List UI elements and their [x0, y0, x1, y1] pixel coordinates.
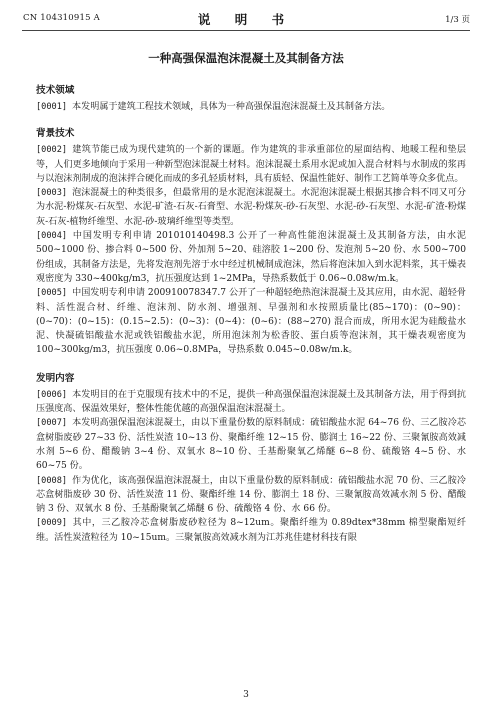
section-heading-field: 技术领域	[36, 85, 75, 96]
document-body	[36, 84, 466, 545]
paragraph-text: 建筑节能已成为现代建筑的一个新的课题。作为建筑的非承重部位的屋面结构、地暖工程和垫层等，人们更多地倾向于采用一种新型泡沫混凝土材料。泡沫混凝土系用水泥或加入混合材料与水制成的浆再与以泡沫剂制成的泡沫拌合硬化而成的多孔轻质材料，具有质轻、保温性能好、制作工艺简单等众多优点。	[36, 145, 466, 184]
paragraph-number: [0007]	[36, 418, 68, 429]
paragraph-number: [0006]	[36, 389, 68, 400]
paragraph	[36, 286, 466, 357]
paragraph-text: 本发明属于建筑工程技术领域，具体为一种高强保温泡沫混凝土及其制备方法。	[72, 102, 391, 112]
paragraph-text: 其中，三乙胺冷芯盒树脂废砂粒径为 8~12um。聚酯纤维为 0.89dtex*38mm 棉型聚酯短纤维。活性炭渣粒径为 10~15um。三聚氰胺高效减水剂为江苏兆佳建材科技有限	[36, 518, 466, 543]
paragraph	[36, 100, 466, 114]
paragraph-text: 泡沫混凝土的种类很多，但最常用的是水泥泡沫混凝土。水泥泡沫混凝土根据其掺合料不同又可分为水泥-粉煤灰-石灰型、水泥-矿渣-石灰-石膏型、水泥-粉煤灰-砂-石灰型、水泥-砂-石灰型、水泥-矿渣-粉煤灰-石灰-植物纤维型、水泥-砂-玻璃纤维型等类型。	[36, 188, 466, 227]
paragraph-text: 本发明目的在于克服现有技术中的不足，提供一种高强保温泡沫混凝土及其制备方法，用于得到抗压强度高、保温效果好，整体性能优越的高强保温泡沫混凝土。	[36, 389, 466, 415]
paragraph	[36, 416, 466, 473]
publication-number: CN 104310915 A	[23, 13, 100, 23]
paragraph-number: [0005]	[36, 288, 68, 299]
section-heading-summary: 发明内容	[36, 372, 75, 384]
section-heading-background: 背景技术	[36, 128, 75, 140]
paragraph	[36, 474, 466, 517]
paragraph-number: [0004]	[36, 231, 68, 242]
paragraph	[36, 229, 466, 286]
page-header	[0, 10, 492, 28]
header-rule	[22, 30, 470, 31]
paragraph-number: [0001]	[36, 102, 68, 112]
paragraph	[36, 186, 466, 229]
paragraph-text: 本发明高强保温泡沫混凝土，由以下重量份数的原料制成：硫铝酸盐水泥 64~76 份、三乙胺冷芯盒树脂废砂 27~33 份、活性炭渣 10~13 份、聚酯纤维 12~15 份、膨润土 16~22 份、三聚氰胺高效减水剂 5~6 份、醋酸钠 3~4 份、双氧水 8~10 份、壬基酚聚氧乙烯醚 6~8 份、硫酸铬 4~5 份、水 60~75 份。	[36, 418, 466, 472]
document-title: 一种高强保温泡沫混凝土及其制备方法	[148, 51, 344, 65]
paragraph-number: [0009]	[36, 518, 68, 529]
page-reference: 1/3 页	[445, 15, 470, 25]
paragraph	[36, 388, 466, 417]
paragraph-number: [0008]	[36, 475, 68, 486]
paragraph-number: [0002]	[36, 145, 68, 156]
paragraph-text: 作为优化，该高强保温泡沫混凝土，由以下重量份数的原料制成：硫铝酸盐水泥 70 份、三乙胺冷芯盒树脂废砂 30 份、活性炭渣 11 份、聚酯纤维 14 份、膨润土 18 份、三聚氰胺高效减水剂 5 份、醋酸钠 3 份、双氧水 8 份、壬基酚聚氧乙烯醚 6 份、硫酸铬 4 份、水 66 份。	[36, 475, 466, 515]
document-type: 说 明 书	[197, 12, 295, 27]
paragraph	[36, 143, 466, 186]
paragraph-text: 中国发明专利申请 200910078347.7 公开了一种超轻绝热泡沫混凝土及其应用，由水泥、超轻骨料、活性混合材、纤维、泡沫剂、防水剂、增强剂、早强剂和水按照质量比(85~170)：(0~90)：(0~70)：(0~15)：(0.15~2.5)：(0~3)：(0~4)：(0~6)：(88~270) 混合而成，所用水泥为硅酸盐水泥、快凝硫铝酸盐水泥或铁铝酸盐水泥，所用泡沫剂为松香胶、蛋白质等泡沫剂，其干燥表观密度为 100~300kg/m3，抗压强度 0.06~0.8MPa，导热系数 0.045~0.08w/m.k。	[36, 288, 466, 356]
paragraph-number: [0003]	[36, 188, 68, 199]
paragraph	[36, 516, 466, 545]
page-number: 3	[243, 690, 249, 700]
paragraph-text: 中国发明专利申请 201010140498.3 公开了一种高性能泡沫混凝土及其制备方法，由水泥 500~1000 份、掺合料 0~500 份、外加剂 5~20、硅溶胶 1~200 份、发泡剂 5~20 份、水 500~700 份组成，其制备方法是，先将发泡剂先溶于水中经过机械制成泡沫，然后将泡沫加入到水泥料浆，其干燥表观密度为 330~400kg/m3，抗压强度达到 1~2MPa，导热系数低于 0.06~0.08w/m.k。	[36, 231, 466, 284]
